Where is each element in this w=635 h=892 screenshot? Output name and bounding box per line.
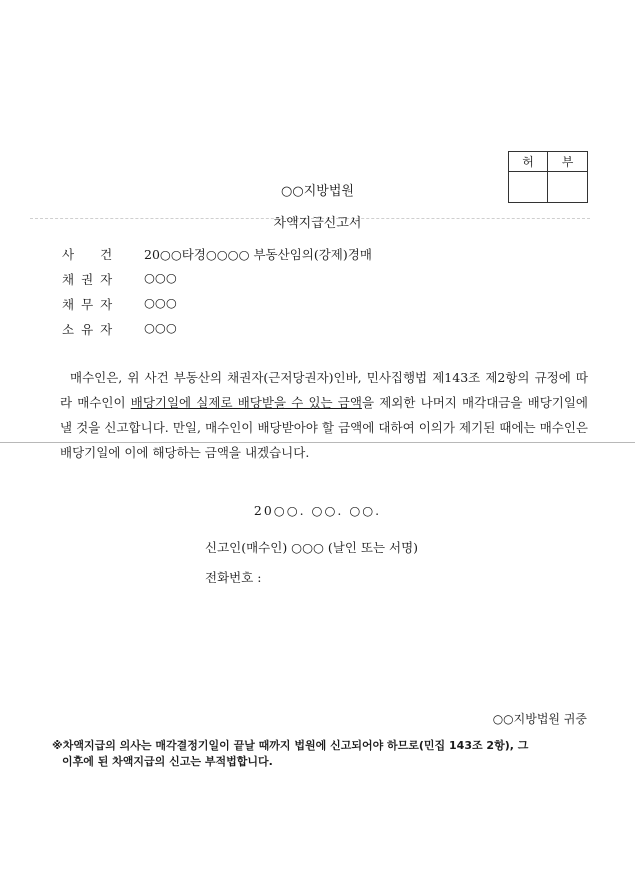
- body-text-part2: 을 제외한 나머지 매각대금을 배당기일에 낼 것을 신고합니다. 만일, 매수인이 배당받아야 할 금액에 대하여 이의가 제기된 때에는 매수인은 배당기일에 이에 해당하는 금액을 내겠습니다.: [60, 395, 588, 460]
- body-text-part1: 매수인은, 위 사건 부동산의 채권자(근저당권자)인바, 민사집행법 제143조 제2항의 규정에 따라 매수인이: [60, 370, 588, 410]
- reporter-signature-line: 신고인(매수인) ○○○ (날인 또는 서명): [205, 540, 419, 555]
- field-value: 20○○타경○○○○ 부동산임의(강제)경매: [144, 247, 372, 262]
- body-paragraph: [60, 365, 588, 465]
- field-label: 채권자: [62, 272, 120, 287]
- field-label: 사건: [62, 247, 139, 262]
- field-label: 소유자: [62, 322, 120, 337]
- field-owner: [62, 320, 177, 338]
- field-creditor: [62, 270, 177, 288]
- field-value: ○○○: [144, 320, 177, 335]
- field-case: [62, 245, 372, 263]
- notice-line-2: 이후에 된 차액지급의 신고는 부적법합니다.: [62, 755, 273, 768]
- phone-label: 전화번호 :: [205, 570, 262, 585]
- fold-line: [0, 442, 635, 443]
- document-title: 차액지급신고서: [273, 216, 362, 231]
- field-value: ○○○: [144, 270, 177, 285]
- field-value: ○○○: [144, 295, 177, 310]
- filing-date: 20○○. ○○. ○○.: [253, 503, 382, 518]
- approval-header-left: 허: [509, 152, 548, 172]
- notice: [52, 738, 587, 770]
- approval-header-right: 부: [548, 152, 587, 172]
- body-text-underlined: 배당기일에 실제로 배당받을 수 있는 금액: [130, 395, 362, 410]
- notice-line-1: ※차액지급의 의사는 매각결정기일이 끝날 때까지 법원에 신고되어야 하므로(민집 143조 2항), 그: [52, 739, 529, 752]
- court-title: ○○지방법원: [281, 184, 354, 199]
- field-label: 채무자: [62, 297, 120, 312]
- addressee: ○○지방법원 귀중: [492, 712, 587, 726]
- field-debtor: [62, 295, 177, 313]
